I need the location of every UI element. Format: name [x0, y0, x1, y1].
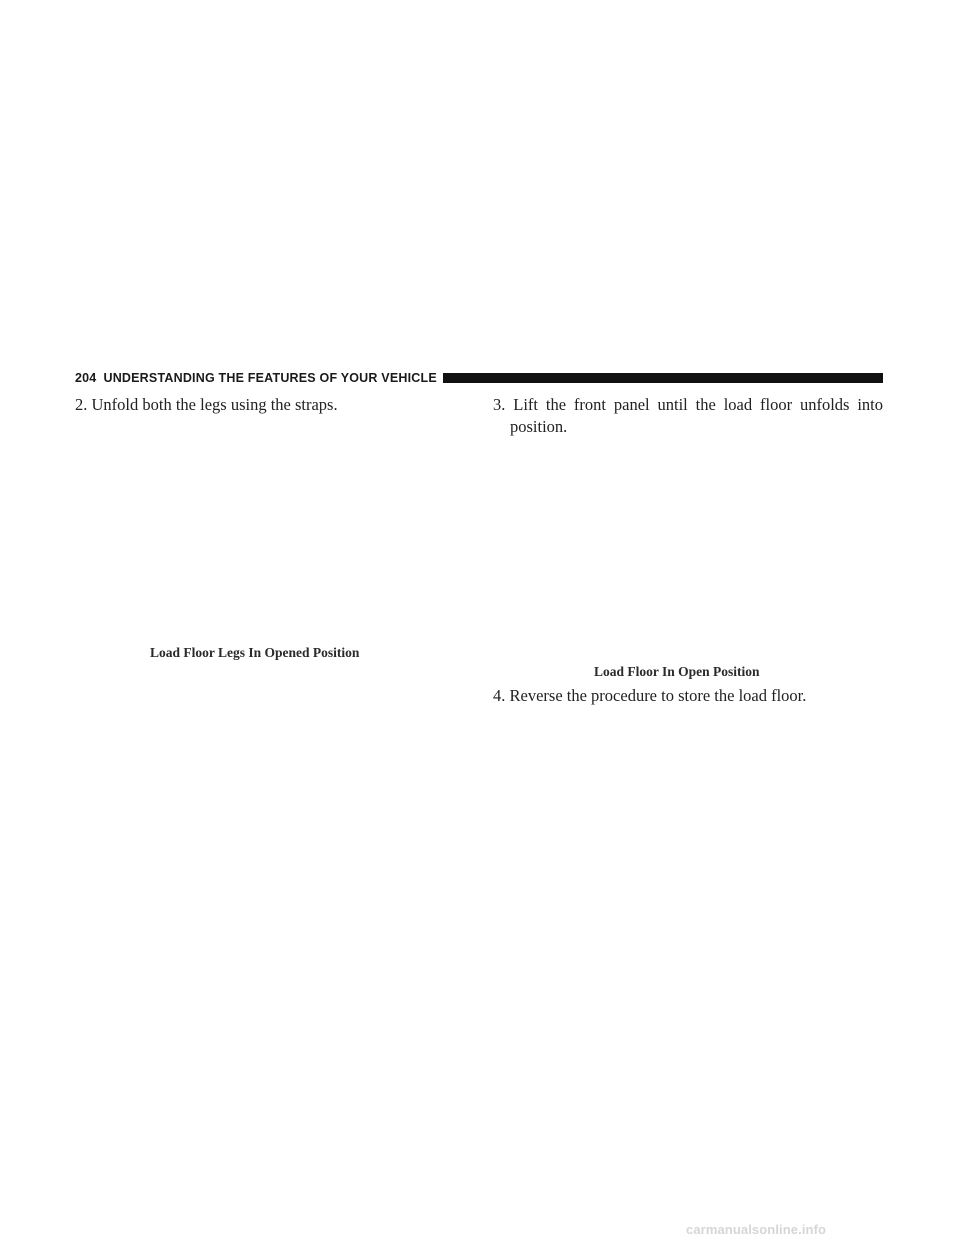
figure-caption-open: Load Floor In Open Position: [594, 664, 760, 679]
header-rule: [443, 373, 883, 383]
page-header: [75, 370, 883, 386]
section-title: UNDERSTANDING THE FEATURES OF YOUR VEHICLE: [103, 371, 437, 385]
figure-load-floor-open: [493, 440, 883, 658]
page-number: 204: [75, 371, 97, 385]
watermark: carmanualsonline.info: [686, 1222, 827, 1237]
figure-load-floor-legs: [75, 420, 455, 640]
step-3-text: 3. Lift the front panel until the load floor unfolds into position.: [493, 395, 883, 436]
step-2-text: 2. Unfold both the legs using the straps.: [75, 395, 338, 414]
figure-caption-legs: Load Floor Legs In Opened Position: [150, 645, 360, 660]
step-4-text: 4. Reverse the procedure to store the load floor.: [493, 686, 807, 705]
